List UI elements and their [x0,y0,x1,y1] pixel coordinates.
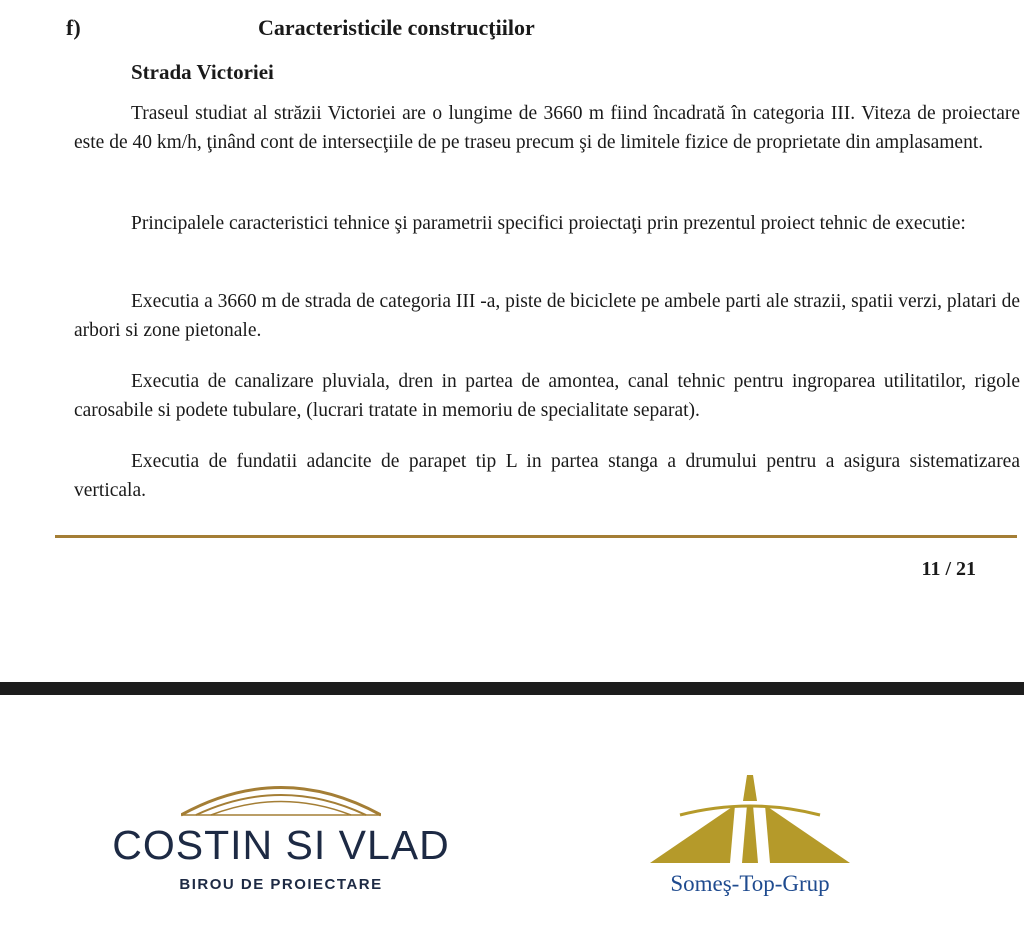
subsection-title: Strada Victoriei [131,60,274,84]
paragraph: Executia de fundatii adancite de parapet tip L in partea stanga a drumului pentru a asigura sistematizarea verticala. [74,451,1020,501]
road-perspective-icon [650,775,850,867]
somes-top-grup-logo [640,775,860,905]
page-number: 11 / 21 [921,558,976,580]
paragraph: Traseul studiat al străzii Victoriei are o lungime de 3660 m fiind încadrată în categoria III. Viteza de proiectare este de 40 km/h, ţinând cont de intersecţiile de pe traseu precum şi de limitele fizice de proprietate din amplasament. [74,103,1020,153]
paragraph: Executia a 3660 m de strada de categoria III -a, piste de biciclete pe ambele parti ale strazii, spatii verzi, platari de arbori si zone pietonale. [74,291,1021,341]
logo-company-name: Someş-Top-Grup [670,871,830,896]
logo-company-subtitle: BIROU DE PROIECTARE [179,876,383,893]
footer-divider [55,535,1017,538]
costin-si-vlad-logo [96,770,466,900]
paragraph: Executia de canalizare pluviala, dren in partea de amontea, canal tehnic pentru ingroparea utilitatilor, rigole carosabile si podete tubulare, (lucrari tratate in memoriu de specialitate separat). [74,371,1020,421]
paragraph: Principalele caracteristici tehnice şi parametrii specifici proiectaţi prin prezentul proiect tehnic de executie: [131,213,966,234]
logo-company-name: COSTIN SI VLAD [112,822,450,868]
bridge-arch-icon [181,770,381,820]
page-separator-bar [0,682,1024,695]
section-marker: f) [66,15,81,40]
section-title: Caracteristicile construcţiilor [258,15,535,40]
